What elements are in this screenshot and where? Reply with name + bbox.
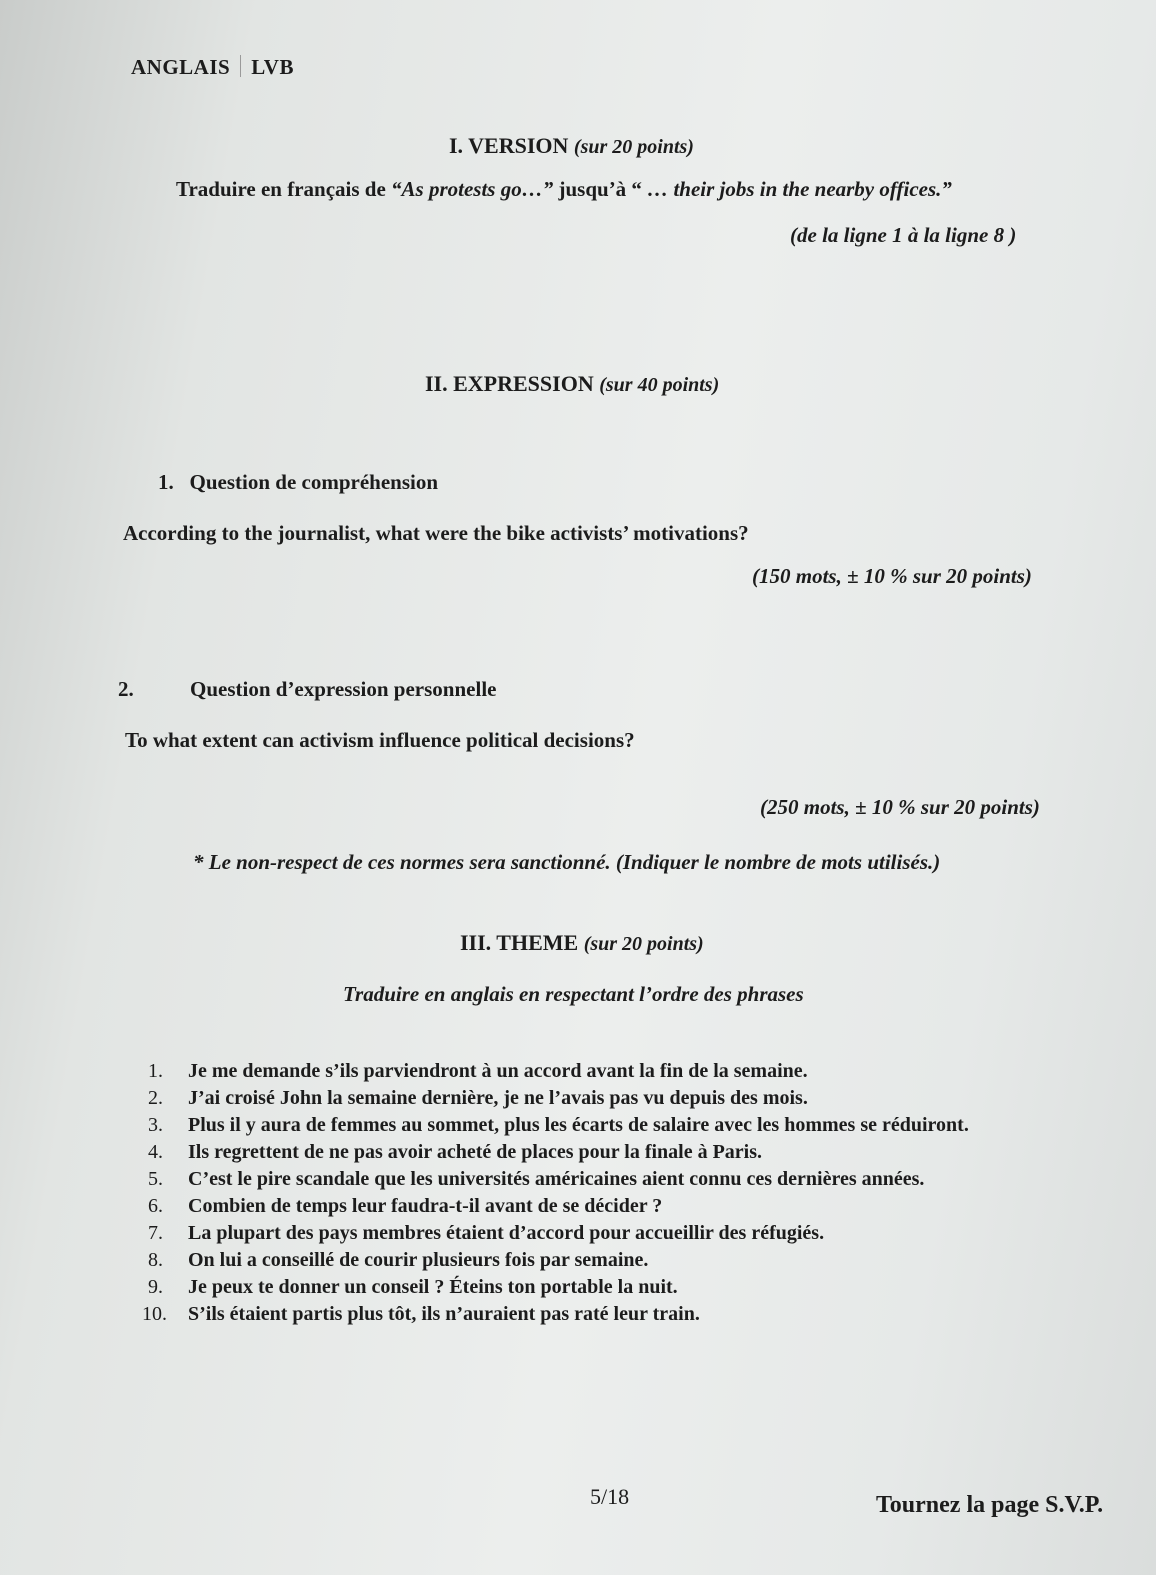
version-instruction — [176, 177, 952, 202]
list-item — [148, 1139, 969, 1166]
question-2-word-count: (250 mots, ± 10 % sur 20 points) — [760, 795, 1040, 819]
question-1-heading: 1. Question de compréhension — [158, 470, 439, 494]
section-title: III. THEME — [460, 930, 579, 955]
quote-end: … their jobs in the nearby offices.” — [647, 177, 952, 201]
item-text: Plus il y aura de femmes au sommet, plus les écarts de salaire avec les hommes se réduiront. — [188, 1114, 969, 1136]
list-item — [142, 1301, 969, 1328]
section-version-title — [449, 133, 694, 159]
word-count-note: * Le non-respect de ces normes sera sanctionné. (Indiquer le nombre de mots utilisés.) — [193, 850, 941, 874]
instruction-prefix: Traduire en français de — [176, 177, 392, 201]
item-number: 3. — [148, 1114, 163, 1136]
question-1-word-count: (150 mots, ± 10 % sur 20 points) — [752, 564, 1032, 588]
item-number: 8. — [148, 1249, 163, 1271]
subject-label: ANGLAIS — [131, 55, 231, 79]
list-item — [148, 1220, 969, 1247]
item-number: 1. — [148, 1060, 163, 1082]
item-number: 10. — [142, 1303, 167, 1325]
item-text: On lui a conseillé de courir plusieurs fois par semaine. — [188, 1249, 649, 1271]
item-text: J’ai croisé John la semaine dernière, je ne l’avais pas vu depuis des mois. — [188, 1087, 808, 1109]
section-points: (sur 20 points) — [573, 136, 694, 158]
question-1-text: According to the journalist, what were the bike activists’ motivations? — [123, 521, 749, 545]
theme-sentence-list — [142, 1058, 969, 1328]
page-header — [131, 55, 294, 80]
item-number: 6. — [148, 1195, 163, 1217]
item-text: C’est le pire scandale que les universités américaines aient connu ces dernières années. — [188, 1168, 925, 1190]
header-divider — [240, 55, 241, 77]
lines-note: (de la ligne 1 à la ligne 8 ) — [790, 223, 1017, 247]
item-number: 2. — [148, 1087, 163, 1109]
list-item — [148, 1058, 969, 1085]
item-text: Je peux te donner un conseil ? Éteins ton portable la nuit. — [188, 1276, 678, 1298]
item-number: 4. — [148, 1141, 163, 1163]
turn-page-note: Tournez la page S.V.P. — [876, 1492, 1104, 1518]
question-2-text: To what extent can activism influence political decisions? — [125, 728, 635, 752]
level-label: LVB — [251, 55, 294, 79]
item-text: S’ils étaient partis plus tôt, ils n’auraient pas raté leur train. — [188, 1303, 700, 1325]
section-points: (sur 40 points) — [599, 374, 720, 396]
section-points: (sur 20 points) — [583, 933, 704, 955]
item-text: Je me demande s’ils parviendront à un accord avant la fin de la semaine. — [188, 1060, 808, 1082]
item-text: La plupart des pays membres étaient d’accord pour accueillir des réfugiés. — [188, 1222, 825, 1244]
item-number: 9. — [148, 1276, 163, 1298]
item-number: 5. — [148, 1168, 163, 1190]
question-2-heading: Question d’expression personnelle — [190, 677, 497, 701]
list-item — [148, 1247, 969, 1274]
question-2-number: 2. — [118, 677, 134, 701]
list-item — [148, 1085, 969, 1112]
list-item — [148, 1274, 969, 1301]
page-number: 5/18 — [590, 1484, 630, 1509]
section-expression-title — [425, 371, 719, 397]
list-item — [148, 1166, 969, 1193]
section-title: I. VERSION — [449, 133, 569, 158]
quote-start: “As protests go…” — [391, 177, 554, 201]
instruction-middle: jusqu’à “ — [553, 177, 648, 201]
section-title: II. EXPRESSION — [425, 371, 594, 396]
section-theme-title — [460, 930, 704, 956]
item-number: 7. — [148, 1222, 163, 1244]
item-text: Combien de temps leur faudra-t-il avant de se décider ? — [188, 1195, 663, 1217]
item-text: Ils regrettent de ne pas avoir acheté de places pour la finale à Paris. — [188, 1141, 763, 1163]
list-item — [148, 1193, 969, 1220]
list-item — [148, 1112, 969, 1139]
theme-instruction: Traduire en anglais en respectant l’ordre des phrases — [343, 982, 804, 1006]
